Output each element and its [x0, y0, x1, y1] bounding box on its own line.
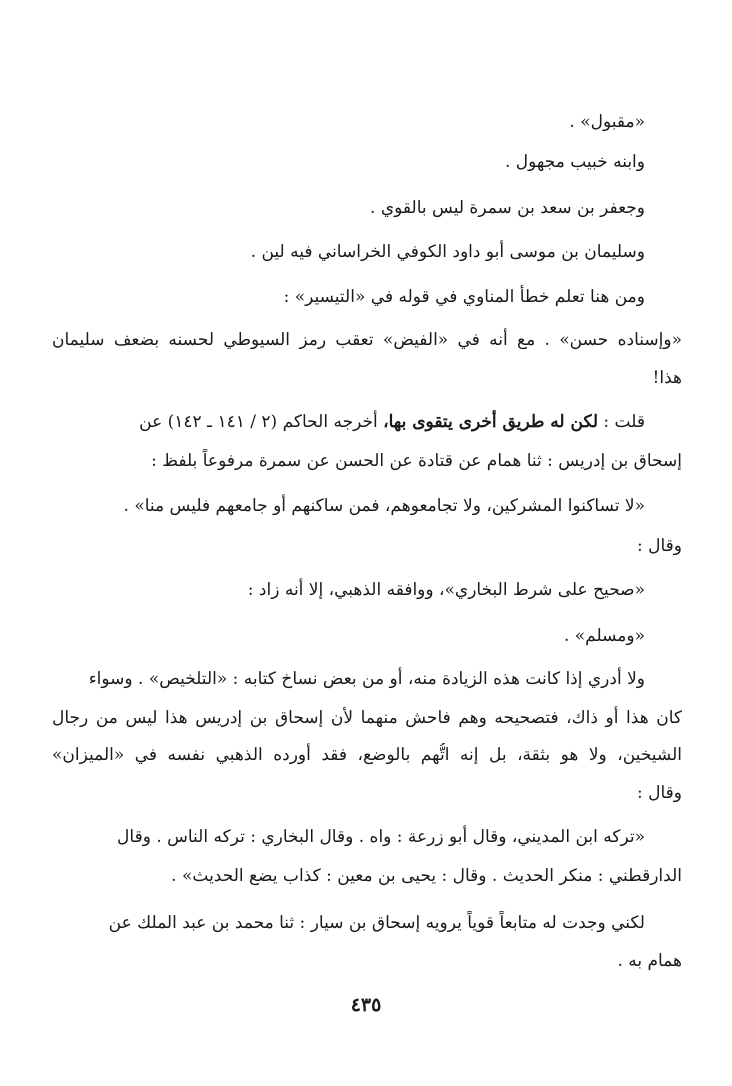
text-line — [52, 410, 645, 434]
bold-phrase: لكن له طريق أخرى يتقوى بها، — [383, 412, 599, 432]
text-line: إسحاق بن إدريس : ثنا همام عن قتادة عن الحسن عن سمرة مرفوعاً بلفظ : — [151, 451, 682, 471]
page-number: ٤٣٥ — [350, 994, 382, 1016]
text-segment: قلت : — [598, 412, 645, 432]
text-line: كان هذا أو ذاك، فتصحيحه وهم فاحش منهما لأن إسحاق بن إدريس هذا ليس من رجال — [52, 708, 682, 728]
text-line: «وإسناده حسن» . مع أنه في «الفيض» تعقب رمز السيوطي لحسنه بضعف سليمان — [52, 330, 682, 350]
text-line: «ومسلم» . — [563, 626, 645, 646]
text-line: همام به . — [617, 951, 682, 971]
text-line: وقال : — [637, 783, 682, 803]
text-segment: أخرجه الحاكم (٢ / ١٤١ ـ ١٤٢) عن — [139, 412, 384, 432]
text-line: هذا! — [652, 368, 682, 388]
text-line: وجعفر بن سعد بن سمرة ليس بالقوي . — [370, 198, 645, 218]
text-line: «لا تساكنوا المشركين، ولا تجامعوهم، فمن ساكنهم أو جامعهم فليس منا» . — [123, 496, 645, 516]
text-line: وابنه خبيب مجهول . — [504, 152, 645, 172]
text-line: الشيخين، ولا هو بثقة، بل إنه اتُّهم بالوضع، فقد أورده الذهبي نفسه في «الميزان» — [52, 745, 682, 765]
text-line: «تركه ابن المديني، وقال أبو زرعة : واه . وقال البخاري : تركه الناس . وقال — [117, 827, 645, 847]
text-line: «مقبول» . — [569, 112, 645, 132]
text-line: وقال : — [637, 536, 682, 556]
text-line: لكني وجدت له متابعاً قوياً يرويه إسحاق بن سيار : ثنا محمد بن عبد الملك عن — [108, 913, 645, 933]
text-line: الدارقطني : منكر الحديث . وقال : يحيى بن معين : كذاب يضع الحديث» . — [171, 866, 682, 886]
text-line: «صحيح على شرط البخاري»، ووافقه الذهبي، إلا أنه زاد : — [247, 580, 645, 600]
text-line: وسليمان بن موسى أبو داود الكوفي الخراساني فيه لين . — [250, 242, 645, 262]
text-line: ومن هنا تعلم خطأ المناوي في قوله في «التيسير» : — [283, 287, 645, 307]
text-line: ولا أدري إذا كانت هذه الزيادة منه، أو من بعض نساخ كتابه : «التلخيص» . وسواء — [88, 669, 645, 689]
